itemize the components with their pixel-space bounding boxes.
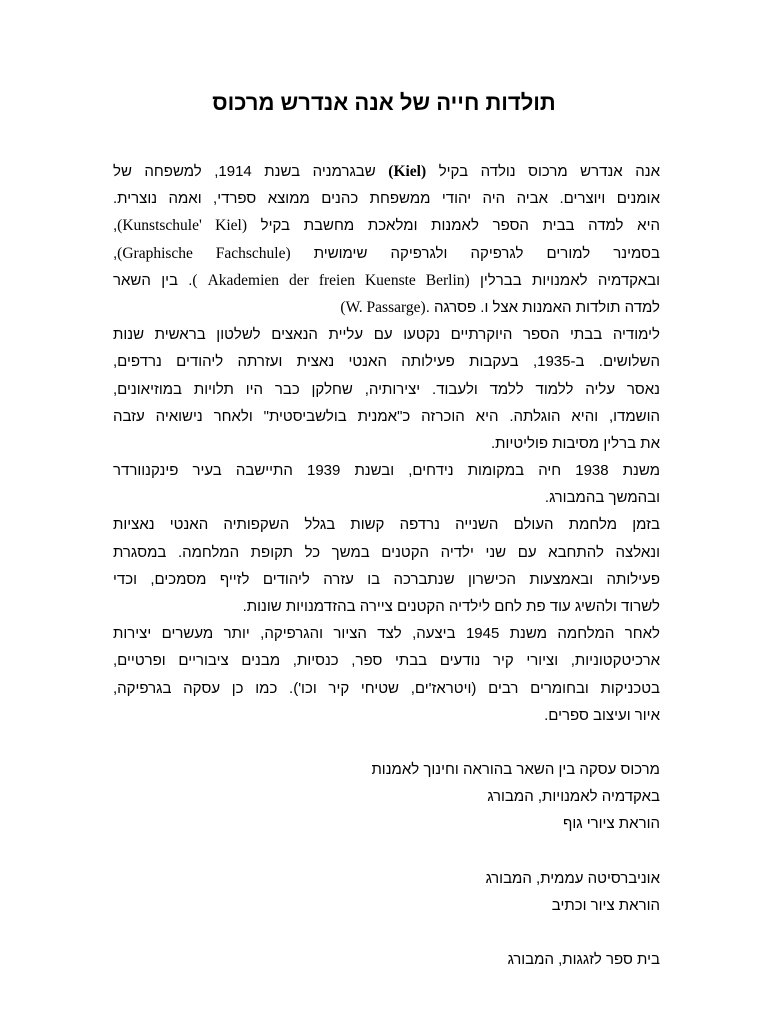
biography-line: ונאלצה להתחבא עם שני ילדיה הקטנים במשך כל תקופת המלחמה. במסגרת xyxy=(113,543,660,561)
spacer xyxy=(113,919,660,946)
line-text: . בין השאר xyxy=(113,271,193,289)
biography-line: לאחר המלחמה משנת 1945 ביצעה, לצד הציור והגרפיקה, יותר מעשרים יצירות xyxy=(113,625,661,643)
biography-line: נאסר עליה ללמוד ללמד ולעבוד. יצירותיה, שחלקן כבר היו תלויות במוזיאונים, xyxy=(113,380,660,398)
institution-name: באקדמיה לאמנויות, המבורג xyxy=(487,788,660,806)
line-text: שבגרמניה בשנת 1914, למשפחה של xyxy=(113,163,389,180)
city-name-latin: (Kiel) xyxy=(388,163,427,180)
institution-name-latin: (Kunstschule' Kiel) xyxy=(117,217,247,235)
document-title: תולדות חייה של אנה אנדרש מרכוס xyxy=(212,90,556,115)
biography-line: השלושים. ב-1935, בעקבות פעילותה האנטי נאצית ועזרתה ליהודים נרדפים, xyxy=(113,353,660,371)
line-text: , xyxy=(113,217,118,235)
biography-line: אומנים ויוצרים. אביה היה יהודי ממשפחת כהנים ממוצא ספרדי, ואמה נוצרית. xyxy=(113,190,660,208)
biography-line: את ברלין מסיבות פוליטיות. xyxy=(491,434,660,452)
biography-line xyxy=(113,240,660,267)
biography-line: איור ועיצוב ספרים. xyxy=(544,706,660,724)
biography-line: לימודיה בבתי הספר היוקרתיים נקטעו עם עליית הנאצים לשלטון בראשית שנות xyxy=(113,326,660,344)
line-text: , xyxy=(113,244,118,262)
line-text: היא למדה בבית הספר לאמנות ומלאכת מחשבת בקיל xyxy=(247,217,660,235)
biography-line: ובהמשך בהמבורג. xyxy=(544,489,660,507)
biography-line: לשרוד ולהשיג עוד פת לחם לילדיה הקטנים ציירה בהזדמנויות שונות. xyxy=(242,598,660,615)
institution-name-latin: (Graphische Fachschule) xyxy=(117,244,291,262)
biography-line xyxy=(113,212,660,239)
biography-line: ארכיטקטוניות, וציורי קיר נודעים בבתי ספר, כנסיות, מבנים ציבוריים ופרטיים, xyxy=(113,652,660,670)
biography-line: משנת 1938 חיה במקומות נידחים, ובשנת 1939 התיישבה בעיר פינקנוורדר xyxy=(113,462,660,480)
biography-line: בזמן מלחמת העולם השנייה נרדפה קשות בגלל השקפותיה האנטי נאציות xyxy=(113,516,660,534)
line-text: אנה אנדרש מרכוס נולדה בקיל xyxy=(426,163,660,180)
teaching-subject: הוראת ציור וכתיב xyxy=(551,896,660,914)
biography-line xyxy=(113,158,660,185)
institution-name: בית ספר לזגגות, המבורג xyxy=(507,951,660,969)
line-text: למדה תולדות האמנות אצל ו. פסרגה . xyxy=(425,298,660,316)
teacher-name-latin: (W. Passarge) xyxy=(340,298,426,316)
teaching-section xyxy=(113,756,660,974)
biography-line: הושמדו, והיא הוגלתה. היא הוכרזה כ"אמנית בולשביסטית" ולאחר נישואיה עזבה xyxy=(113,407,660,425)
institution-name-latin: (Akademien der freien Kuenste Berlin ) xyxy=(192,271,470,289)
biography-line xyxy=(113,267,660,294)
biography-line: פעילותה ובאמצעות הכישרון שנתברכה בו עזרה ליהודים לזייף מסמכים, וכדי xyxy=(113,570,660,588)
teaching-intro: מרכוס עסקה בין השאר בהוראה וחינוך לאמנות xyxy=(371,761,660,778)
line-text: ובאקדמיה לאמנויות בברלין xyxy=(469,271,660,289)
teaching-subject: הוראת ציורי גוף xyxy=(563,815,660,833)
biography-line: בטכניקות ובחומרים רבים (ויטראז'ים, שטיחי קיר וכו'). כמו כן עסקה בגרפיקה, xyxy=(113,679,660,697)
biography-text xyxy=(113,158,660,729)
spacer xyxy=(113,838,660,865)
biography-line xyxy=(113,294,660,321)
line-text: בסמינר למורים לגרפיקה ולגרפיקה שימושית xyxy=(290,244,660,262)
institution-name: אוניברסיטה עממית, המבורג xyxy=(485,869,660,887)
